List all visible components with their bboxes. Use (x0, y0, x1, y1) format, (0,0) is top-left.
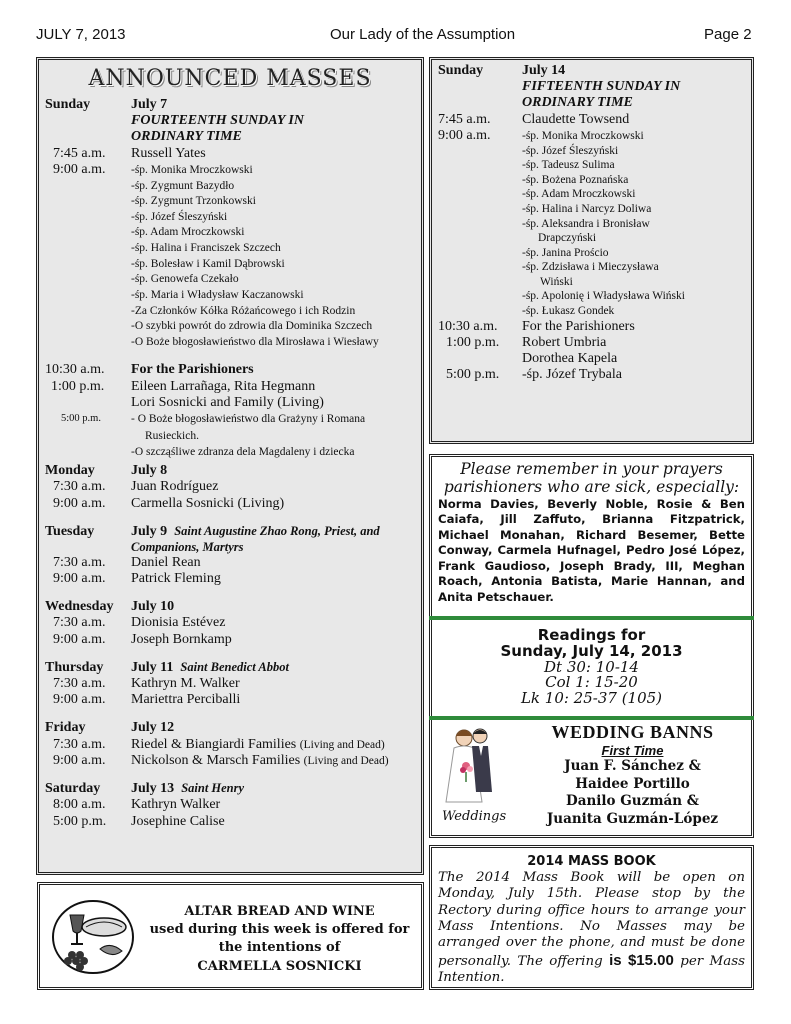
couple-name: Juan F. Sánchez & (564, 758, 701, 775)
liturgical-title: FOURTEENTH SUNDAY IN (131, 113, 304, 129)
mass-time: 10:30 a.m. (438, 318, 498, 334)
saint-name: Saint Benedict Abbot (180, 659, 289, 674)
mass-intention: Carmella Sosnicki (Living) (131, 495, 285, 511)
couple-name: Haidee Portillo (575, 775, 690, 792)
date-label: July 12 (131, 720, 175, 736)
day-label: Monday (45, 463, 95, 479)
mass-intention: Juan Rodríguez (131, 479, 219, 495)
day-label: Thursday (45, 659, 104, 675)
date-label: July 8 (131, 463, 168, 479)
mass-time: 5:00 p.m. (53, 813, 107, 829)
mass-intention: Eileen Larrañaga, Rita Hegmann (131, 378, 316, 394)
date-label: July 14 (522, 63, 566, 78)
date-label: July 11 (131, 659, 174, 675)
mass-intention: Patrick Fleming (131, 570, 221, 586)
list-item: -śp. Zygmunt Trzonkowski (131, 195, 256, 208)
sunday-section (45, 97, 415, 461)
altar-bread-box (37, 882, 424, 990)
list-item: -śp. Józef Śleszyński (131, 210, 228, 223)
list-item: -śp. Maria i Władysław Kaczanowski (131, 288, 304, 301)
altar-line: the intentions of (218, 940, 341, 956)
day-label: Sunday (45, 97, 91, 112)
day-label: Friday (45, 720, 86, 736)
banns-title: WEDDING BANNS (551, 722, 714, 742)
mass-book-box (429, 845, 754, 990)
mass-intention: Claudette Towsend (522, 111, 630, 127)
list-item: -Za Członków Kółka Różańcowego i ich Rodzin (131, 304, 356, 317)
mass-time: 1:00 p.m. (446, 334, 500, 350)
mass-book-amount: $15.00 (627, 951, 674, 969)
list-item: -śp. Monika Mroczkowski (522, 129, 644, 142)
list-item: -śp. Zdzisława i Mieczysława (522, 261, 659, 274)
liturgical-title: ORDINARY TIME (131, 129, 242, 145)
reading-citation: Col 1: 15-20 (545, 673, 638, 692)
mass-intention: Kathryn Walker (131, 797, 221, 813)
list-item: -śp. Janina Prościo (522, 246, 609, 259)
readings-heading: Readings for (537, 626, 646, 644)
saturday-section (45, 781, 415, 830)
mass-intention: Joseph Bornkamp (131, 631, 232, 647)
intention-list (522, 128, 745, 319)
header-date: JULY 7, 2013 (36, 26, 126, 43)
header-page: Page 2 (704, 26, 752, 43)
tuesday-section (45, 524, 415, 587)
monday-section (45, 463, 415, 512)
reading-citation: Dt 30: 10-14 (544, 657, 639, 676)
altar-line: used during this week is offered for (149, 922, 410, 938)
mass-book-title: 2014 MASS BOOK (527, 854, 656, 869)
mass-time: 7:30 a.m. (53, 736, 106, 752)
wedding-couple-icon (442, 722, 504, 808)
day-label: Tuesday (45, 523, 95, 539)
list-item: -śp. Genowefa Czekało (131, 273, 239, 286)
mass-time: 7:45 a.m. (438, 111, 491, 127)
mass-book-body: The 2014 Mass Book will be open on Monday, July 15th. Please stop by the Rectory during office hours to arrange your Mass Intentions. No Masses may be arranged over the phone, and must be done personally. The offering (438, 870, 745, 969)
date-label: July 7 (131, 97, 168, 112)
header-parish: Our Lady of the Assumption (330, 26, 516, 43)
mass-intention: Mariettra Perciballi (131, 692, 241, 708)
mass-time: 7:30 a.m. (53, 479, 106, 495)
list-item: -O Boże błogosławieństwo dla Mirosława i Wiesławy (131, 335, 379, 348)
date-label: July 13 (131, 781, 175, 797)
mass-time: 9:00 a.m. (53, 570, 106, 586)
mass-book-is: is (609, 951, 622, 969)
mass-intention: -śp. Józef Trybala (522, 367, 622, 383)
date-label: July 9 (131, 523, 168, 539)
announced-masses-title: ANNOUNCED MASSES (88, 66, 372, 91)
list-item: -śp. Tadeusz Sulima (522, 159, 615, 172)
mass-time: 5:00 p.m. (61, 413, 101, 425)
mass-time: 9:00 a.m. (53, 752, 106, 768)
list-item: -śp. Bolesław i Kamil Dąbrowski (131, 257, 285, 270)
mass-time: 9:00 a.m. (53, 161, 106, 177)
mass-time: 9:00 a.m. (438, 127, 491, 143)
reading-citation: Lk 10: 25-37 (105) (520, 689, 663, 707)
saint-name: Saint Henry (181, 781, 245, 796)
list-item: -śp. Adam Mroczkowski (131, 226, 245, 239)
announced-masses-box (36, 57, 424, 875)
mass-book-tail: per Mass Intention. (438, 953, 745, 986)
prayers-title: parishioners who are sick, especially: (443, 477, 740, 496)
list-item: -śp. Apolonię i Władysława Wiński (522, 290, 685, 303)
mass-intention: -O szcząśliwe zdranza dela Magdaleny i dziecka (131, 446, 355, 459)
saint-name: Companions, Martyrs (131, 540, 244, 555)
wedding-banns-box (429, 720, 754, 838)
mass-intention: Robert Umbria (522, 334, 607, 350)
mass-intention: Rusieckich. (145, 429, 199, 442)
mass-intention: Russell Yates (131, 145, 206, 161)
day-label: Saturday (45, 781, 101, 797)
couple-name: Juanita Guzmán-López (546, 810, 719, 827)
list-item: Drapczyński (538, 232, 597, 245)
mass-intention: Kathryn M. Walker (131, 676, 240, 691)
liturgical-title: FIFTEENTH SUNDAY IN (522, 79, 681, 95)
day-label: Sunday (438, 63, 484, 78)
list-item: -śp. Halina i Narcyz Doliwa (522, 202, 652, 215)
altar-line: CARMELLA SOSNICKI (197, 958, 362, 974)
readings-box (429, 620, 754, 716)
mass-time: 7:30 a.m. (53, 554, 106, 570)
mass-book-text (438, 870, 745, 986)
wedding-logo (442, 722, 507, 828)
prayers-title: Please remember in your prayers (460, 460, 723, 478)
intention-note: (Living and Dead) (299, 738, 385, 751)
mass-time: 8:00 a.m. (53, 797, 106, 813)
list-item: -śp. Zygmunt Bazydło (131, 179, 235, 192)
intention-list (131, 162, 415, 351)
mass-time: 9:00 a.m. (53, 692, 106, 708)
mass-intention: Dorothea Kapela (522, 351, 618, 367)
mass-intention: Dionisia Estévez (131, 615, 226, 631)
list-item: -śp. Monika Mroczkowski (131, 163, 253, 176)
mass-intention: Lori Sosnicki and Family (Living) (131, 394, 324, 410)
mass-intention: For the Parishioners (131, 362, 254, 378)
thursday-section (45, 660, 415, 709)
intention-note: (Living and Dead) (303, 754, 389, 767)
banns-subtitle: First Time (601, 742, 664, 758)
friday-section (45, 720, 415, 769)
couple-name: Danilo Guzmán & (566, 793, 699, 810)
mass-time: 5:00 p.m. (446, 367, 500, 383)
sick-names: Norma Davies, Beverly Noble, Rosie & Ben Caiafa, Jill Zaffuto, Brianna Fitzpatrick, Michael Monahan, Richard Besemer, Bette Conway, Carmela Hufnagel, Pedro José López, Frank Gaudioso, Joseph Brady, III, Meghan Roach, Antonia Batista, Marie Hannan, and Anita Petschauer. (438, 496, 745, 604)
list-item: -śp. Bożena Poznańska (522, 173, 629, 186)
date-label: July 10 (131, 599, 175, 615)
liturgical-title: ORDINARY TIME (522, 95, 633, 111)
mass-time: 10:30 a.m. (45, 362, 105, 378)
next-sunday-box (429, 57, 754, 444)
mass-time: 7:45 a.m. (53, 145, 106, 161)
list-item: -śp. Łukasz Gondek (522, 305, 615, 318)
mass-intention: - O Boże błogosławieństwo dla Grażyny i Romana (131, 413, 366, 426)
list-item: -śp. Aleksandra i Bronisław (522, 217, 650, 230)
wednesday-section (45, 599, 415, 648)
readings-heading: Sunday, July 14, 2013 (500, 641, 683, 660)
list-item: Wiński (540, 275, 573, 288)
mass-intention: Josephine Calise (131, 813, 225, 829)
mass-intention: Daniel Rean (131, 554, 201, 570)
mass-time: 9:00 a.m. (53, 495, 106, 511)
list-item: -śp. Adam Mroczkowski (522, 188, 636, 201)
mass-time: 7:30 a.m. (53, 615, 106, 631)
mass-time: 1:00 p.m. (51, 378, 105, 394)
wedding-logo-text: Weddings (442, 809, 507, 824)
mass-time: 7:30 a.m. (53, 676, 106, 691)
day-label: Wednesday (45, 599, 114, 615)
mass-intention: Nickolson & Marsch Families (131, 752, 301, 768)
mass-intention: For the Parishioners (522, 318, 635, 334)
saint-name: Saint Augustine Zhao Rong, Priest, and (174, 523, 380, 538)
bread-wine-icon (50, 897, 136, 977)
prayers-box (429, 454, 754, 624)
list-item: -śp. Józef Śleszyński (522, 144, 619, 157)
mass-intention: Riedel & Biangiardi Families (131, 736, 297, 752)
list-item: -śp. Halina i Franciszek Szczech (131, 242, 281, 255)
list-item: -O szybki powrót do zdrowia dla Dominika Szczech (131, 320, 373, 333)
altar-line: ALTAR BREAD AND WINE (184, 904, 375, 919)
mass-time: 9:00 a.m. (53, 631, 106, 647)
